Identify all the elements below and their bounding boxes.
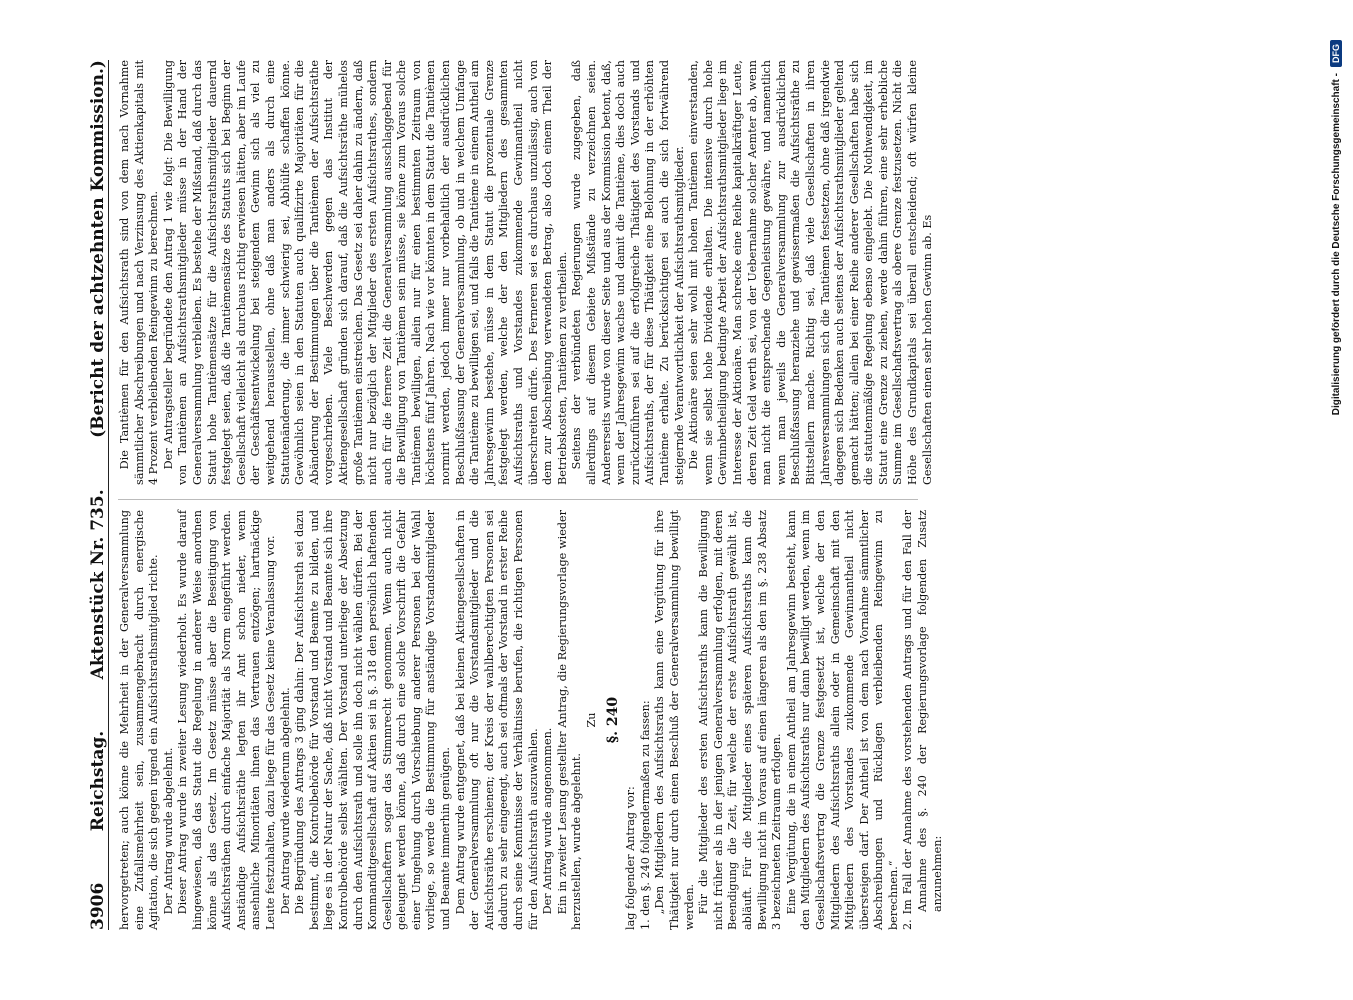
paragraph: Dem Antrag wurde entgegnet, daß bei kleinen Aktiengesellschaften in der Generalversammlung oft nur die Vorstandsmitglieder und die Aufsichtsräthe erschienen; der Kreis der wahlberechtigten Personen sei dadurch zu sehr eingeengt, auch sei oftmals der Vorstand in erster Reihe durch seine Kenntnisse der Verhältnisse berufen, die richtigen Personen für den Aufsichtsrath auszuwählen.	[453, 510, 540, 930]
header-center-title: Aktenstück Nr. 735.	[88, 489, 108, 680]
paragraph: Die Aktionäre seien sehr wohl mit hohen Tantièmen einverstanden, wenn sie selbst hohe Dividende erhalten. Die intensive durch hohe Gewinnbetheiligung bedingte Arbeit der Aufsichtsrathsmitglieder liege im Interesse der Aktionäre. Man schrecke eine Reihe kapitalkräftiger Leute, deren Zeit Geld werth sei, von der Uebernahme solcher Aemter ab, wenn man nicht die entsprechende Gegenleistung gewähre, und namentlich wenn man jeweils die Generalversammlung zur ausdrücklichen Beschlußfassung heranziehe und gewissermaßen die Aufsichtsräthe zu Bittstellern mache. Richtig sei, daß viele Gesellschaften in ihren Jahresversammlungen sich die Tantièmen festsetzen, ohne daß irgendwie dagegen sich Bedenken auch seitens der Aufsichtsrathsmitglieder geltend gemacht hätten; allein bei einer Reihe anderer Gesellschaften habe sich die statutenmäßige Regelung ebenso eingelebt. Die Nothwendigkeit, im Statut eine Grenze zu ziehen, werde dahin führen, eine sehr erhebliche Summe im Gesellschaftsvertrag als obere Grenze festzusetzen. Nicht die Höhe des Grundkapitals sei überall entscheidend; oft würfen kleine Gesellschaften einen sehr hohen Gewinn ab. Es	[687, 60, 934, 485]
paragraph: lag folgender Antrag vor:	[624, 786, 638, 930]
left-column	[118, 510, 945, 930]
quote-paragraph: „Den Mitgliedern des Aufsichtsraths kann eine Vergütung für ihre Thätigkeit nur durch einen Beschluß der Generalversammlung bewilligt werden.	[653, 510, 696, 930]
running-head	[82, 60, 109, 930]
page-number: 3906	[88, 882, 108, 930]
list-item: 1. den §. 240 folgendermaßen zu fassen:	[638, 700, 652, 930]
section-heading: §. 240	[604, 696, 621, 744]
paragraph: Der Antragsteller begründete den Antrag 1 wie folgt: Die Bewilligung von Tantièmen an Aufsichtsrathsmitglieder müsse in der Hand der Generalversammlung verbleiben. Es bestehe der Mißstand, daß durch das Statut hohe Tantièmensätze für die Aufsichtsrathsmitglieder dauernd festgelegt seien, daß die Tantièmensätze des Statuts sich bei Beginn der Gesellschaft vielleicht als durchaus richtig erwiesen hätten, aber im Laufe der Geschäftsentwickelung bei steigendem Gewinn sich als viel zu weitgehend herausstellen, ohne daß man anders als durch eine Statutenänderung, die immer schwierig sei, Abhülfe schaffen könne. Gewöhnlich seien in den Statuten auch qualifizirte Majoritäten für die Abänderung der Bestimmungen über die Tantièmen der Aufsichtsräthe vorgeschrieben. Viele Beschwerden gegen das Institut der Aktiengesellschaft gründen sich darauf, daß die Aufsichtsräthe mühelos große Tantièmen einstreichen. Das Gesetz sei daher dahin zu ändern, daß nicht nur bezüglich der Mitglieder des ersten Aufsichtsrathes, sondern auch für die fernere Zeit die Generalversammlung ausschlaggebend für die Bewilligung von Tantièmen sein müsse, sie könne zum Voraus solche Tantièmen bewilligen, allein nur für einen bestimmten Zeitraum von höchstens fünf Jahren. Nach wie vor könnten in dem Statut die Tantièmen normirt werden, jedoch immer nur vorbehaltlich der ausdrücklichen Beschlußfassung der Generalversammlung, ob und in welchem Umfange die Tantième zu bewilligen sei, und falls die Tantième in einem Antheil am Jahresgewinn bestehe, müsse in dem Statut die prozentuale Grenze festgelegt werden, welche der den Mitgliedern des gesammten Aufsichtsraths und Vorstandes zukommende Gewinnantheil nicht überschreiten dürfe. Des Ferneren sei es durchaus unzulässig, auch von dem zur Abschreibung verwendeten Betrag, also doch einem Theil der Betriebskosten, Tantièmen zu vertheilen.	[161, 60, 569, 485]
quote-paragraph: Eine Vergütung, die in einem Antheil am Jahresgewinn besteht, kann den Mitgliedern des Aufsichtsraths nur dann bewilligt werden, wenn im Gesellschaftsvertrag die Grenze festgesetzt ist, welche der den Mitgliedern des Aufsichtsraths allein oder in Gemeinschaft mit den Mitgliedern des Vorstandes zukommende Gewinnantheil nicht übersteigen darf. Der Antheil ist von dem nach Vornahme sämmtlicher Abschreibungen und Rücklagen verbleibenden Reingewinn zu berechnen.“	[784, 510, 900, 930]
right-column	[118, 60, 935, 485]
paragraph: Dieser Antrag wurde in zweiter Lesung wiederholt. Es wurde darauf hingewiesen, daß das Statut die Regelung in anderer Weise anordnen könne als das Gesetz. Im Gesetz müsse aber die Beseitigung von Aufsichtsräthen durch einfache Majorität als Norm eingeführt werden. Anständige Aufsichtsräthe legten ihr Amt schon nieder, wenn ansehnliche Minoritäten ihnen das Vertrauen entzögen; hartnäckige Leute festzuhalten, dazu liege für das Gesetz keine Veranlassung vor.	[176, 510, 277, 930]
paragraph: Die Begründung des Antrags 3 ging dahin: Der Aufsichtsrath sei dazu bestimmt, die Kontrolbehörde für Vorstand und Beamte zu bilden, und liege es in der Natur der Sache, daß nicht Vorstand und Beamte sich ihre Kontrolbehörde selbst wählten. Der Vorstand unterliege der Absetzung durch den Aufsichtsrath und solle ihn doch nicht wählen dürfen. Bei der Kommanditgesellschaft auf Aktien sei in §. 318 den persönlich haftenden Gesellschaftern sogar das Stimmrecht genommen. Wenn auch nicht geleugnet werden könne, daß durch eine solche Vorschrift die Gefahr einer Umgehung durch Vorschiebung anderer Personen bei der Wahl vorliege, so werde die Bestimmung für anständige Vorstandsmitglieder und Beamte immerhin genügen.	[293, 510, 453, 930]
paragraph: Ein in zweiter Lesung gestellter Antrag, die Regierungsvorlage wieder herzustellen, wurde abgelehnt.	[555, 510, 584, 930]
paragraph: Seitens der verbündeten Regierungen wurde zugegeben, daß allerdings auf diesem Gebiete Mißstände zu verzeichnen seien. Andererseits wurde von dieser Seite und aus der Kommission betont, daß, wenn der Jahresgewinn wachse und damit die Tantième, dies doch auch zurückzuführen sei auf die erfolgreiche Thätigkeit des Vorstands und Aufsichtsraths, der für diese Thätigkeit eine Belohnung in der erhöhten Tantième erhalte. Zu berücksichtigen sei auch die sich fortwährend steigernde Verantwortlichkeit der Aufsichtsrathsmitglieder.	[570, 60, 686, 485]
header-left-title: Reichstag.	[88, 730, 108, 832]
paragraph: Der Antrag wurde angenommen.	[541, 727, 555, 915]
paragraph: Der Antrag wurde wiederum abgelehnt.	[278, 687, 292, 915]
header-right-title: (Bericht der achtzehnten Kommission.)	[88, 60, 108, 438]
digitization-text: Digitalisierung gefördert durch die Deutsche Forschungsgemeinschaft -	[1330, 73, 1342, 416]
paragraph: Der Antrag wurde abgelehnt.	[161, 747, 175, 915]
column-divider	[118, 499, 918, 500]
list-item: 2. Im Fall der Annahme des vorstehenden Antrags und für den Fall der Annahme des §. 240 der Regierungsvorlage folgenden Zusatz anzunehmen:	[901, 510, 944, 930]
paragraph: Die Tantièmen für den Aufsichtsrath sind von dem nach Vornahme sämmtlicher Abschreibungen und nach Verzinsung des Aktienkapitals mit 4 Prozent verbleibenden Reingewinn zu berechnen.	[118, 60, 161, 485]
paragraph: hervorgetreten; auch könne die Mehrheit in der Generalversammlung eine Zufallsmehrheit sein, zusammengebracht durch energische Agitation, die sich gegen irgend ein Aufsichtsrathsmitglied richte.	[118, 510, 161, 930]
zu-label: Zu	[585, 712, 598, 728]
dfg-logo: DFG	[1330, 40, 1342, 67]
quote-paragraph: Für die Mitglieder des ersten Aufsichtsraths kann die Bewilligung nicht früher als in der jenigen Generalversammlung erfolgen, mit deren Beendigung die Zeit, für welche der erste Aufsichtsrath gewählt ist, abläuft. Für die Mitglieder eines späteren Aufsichtsraths kann die Bewilligung nicht im Voraus auf einen längeren als den im §. 238 Absatz 3 bezeichneten Zeitraum erfolgen.	[697, 510, 784, 930]
digitization-note	[1330, 40, 1342, 940]
